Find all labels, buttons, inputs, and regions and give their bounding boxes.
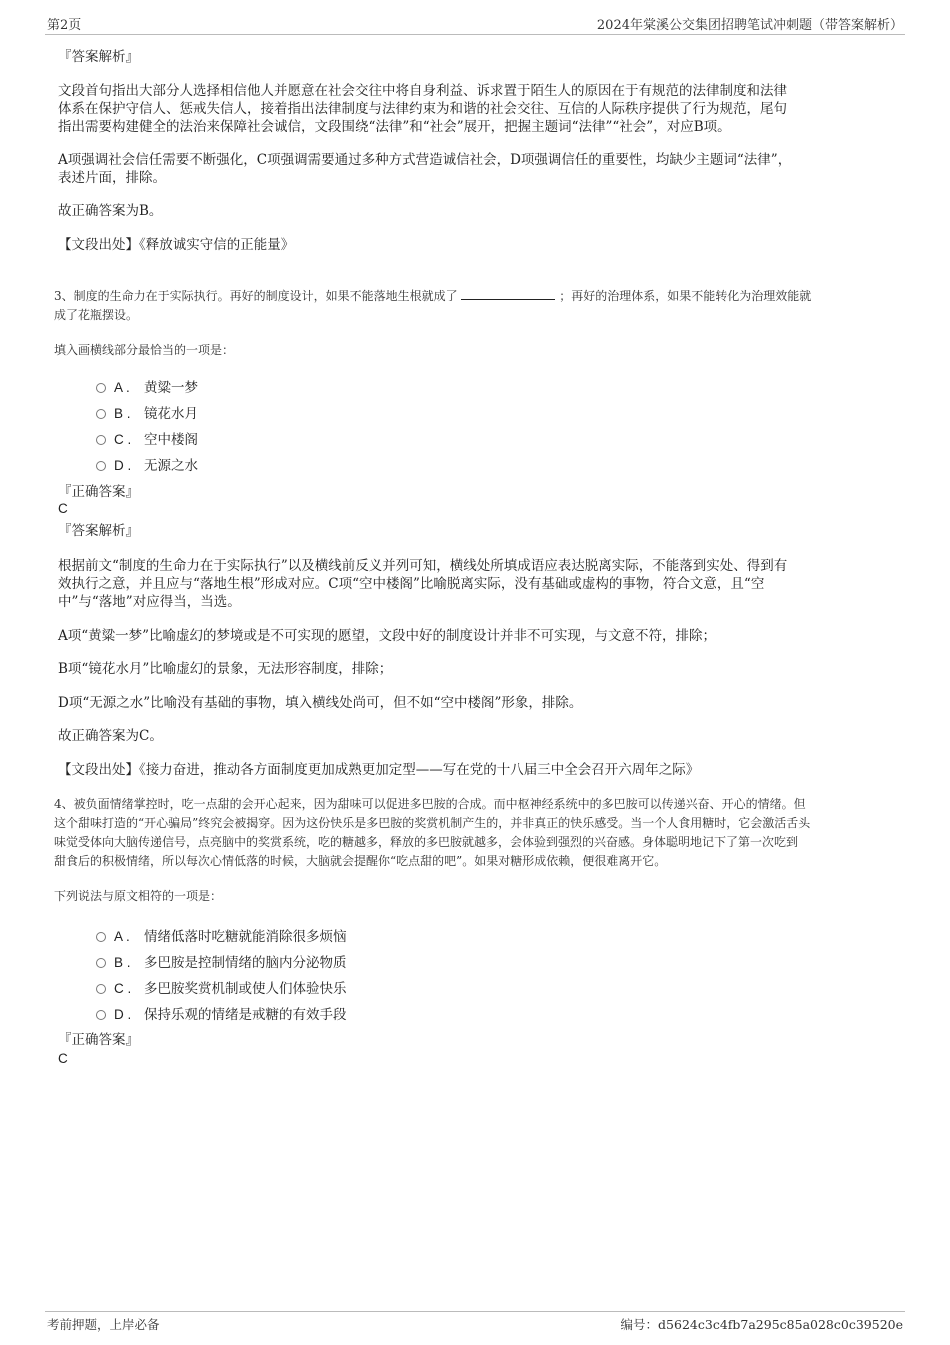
radio-icon[interactable] bbox=[96, 409, 106, 419]
radio-icon[interactable] bbox=[96, 1010, 106, 1020]
q3-option-b[interactable]: B . 镜花水月 bbox=[96, 402, 198, 422]
q3-option-a-analysis: A项“黄粱一梦”比喻虚幻的梦境或是不可实现的愿望，文段中好的制度设计并非不可实现，与文意不符，排除； bbox=[58, 628, 717, 644]
q4-option-d[interactable]: D . 保持乐观的情绪是戒糖的有效手段 bbox=[96, 1003, 347, 1023]
q2-exclusion-line-1: A项强调社会信任需要不断强化，C项强调需要通过多种方式营造诚信社会，D项强调信任的重要性，均缺少主题词“法律”， bbox=[58, 152, 792, 168]
q2-analysis-line-2: 体系在保护守信人、惩戒失信人，接着指出法律制度与法律约束为和谐的社会交往、互信的人际秩序提供了行为规范，尾句 bbox=[58, 101, 787, 117]
q4-stem-line-3: 味觉受体向大脑传递信号，点亮脑中的奖赏系统，吃的糖越多，释放的多巴胺就越多，会体验到强烈的兴奋感。身体聪明地记下了第一次吃到 bbox=[54, 835, 799, 849]
q4-option-c[interactable]: C . 多巴胺奖赏机制或使人们体验快乐 bbox=[96, 977, 347, 997]
q4-prompt: 下列说法与原文相符的一项是： bbox=[54, 889, 223, 903]
q4-answer-label: 『正确答案』 bbox=[58, 1032, 139, 1048]
q3-stem-part-1: 3、制度的生命力在于实际执行。再好的制度设计，如果不能落地生根就成了 bbox=[54, 289, 458, 303]
q3-conclusion: 故正确答案为C。 bbox=[58, 728, 163, 744]
radio-icon[interactable] bbox=[96, 958, 106, 968]
q3-option-d-analysis: D项“无源之水”比喻没有基础的事物，填入横线处尚可，但不如“空中楼阁”形象，排除。 bbox=[58, 695, 583, 711]
radio-icon[interactable] bbox=[96, 932, 106, 942]
q4-answer: C bbox=[58, 1051, 68, 1066]
q2-analysis-line-1: 文段首句指出大部分人选择相信他人并愿意在社会交往中将自身利益、诉求置于陌生人的原因在于有规范的法律制度和法律 bbox=[58, 83, 787, 99]
footer-slogan: 考前押题，上岸必备 bbox=[47, 1317, 160, 1332]
q3-answer-label: 『正确答案』 bbox=[58, 484, 139, 500]
q4-option-a[interactable]: A . 情绪低落时吃糖就能消除很多烦恼 bbox=[96, 925, 347, 945]
q3-analysis-label: 『答案解析』 bbox=[58, 523, 139, 539]
q2-analysis-label: 『答案解析』 bbox=[58, 49, 139, 65]
q3-option-d[interactable]: D . 无源之水 bbox=[96, 454, 198, 474]
radio-icon[interactable] bbox=[96, 461, 106, 471]
q3-analysis-line-1: 根据前文“制度的生命力在于实际执行”以及横线前反义并列可知，横线处所填成语应表达脱离实际，不能落到实处、得到有 bbox=[58, 558, 788, 574]
q3-analysis-line-2: 效执行之意，并且应与“落地生根”形成对应。C项“空中楼阁”比喻脱离实际，没有基础或虚构的事物，符合文意，且“空 bbox=[58, 576, 765, 592]
q2-conclusion: 故正确答案为B。 bbox=[58, 203, 163, 219]
q3-stem-line-2: 成了花瓶摆设。 bbox=[54, 308, 139, 322]
page-footer bbox=[45, 1311, 905, 1337]
q3-blank bbox=[461, 287, 555, 300]
q2-exclusion-line-2: 表述片面，排除。 bbox=[58, 170, 166, 186]
page-header bbox=[45, 14, 905, 35]
q3-option-c[interactable]: C . 空中楼阁 bbox=[96, 428, 198, 448]
q4-option-b[interactable]: B . 多巴胺是控制情绪的脑内分泌物质 bbox=[96, 951, 347, 971]
page-number: 第2页 bbox=[47, 18, 82, 33]
radio-icon[interactable] bbox=[96, 984, 106, 994]
q3-source: 【文段出处】《接力奋进，推动各方面制度更加成熟更加定型——写在党的十八届三中全会召开六周年之际》 bbox=[58, 762, 700, 778]
radio-icon[interactable] bbox=[96, 383, 106, 393]
q4-stem-line-2: 这个甜味打造的“开心骗局”终究会被揭穿。因为这份快乐是多巴胺的奖赏机制产生的，并非真正的快乐感受。当一个人食用糖时，它会激活舌头 bbox=[54, 816, 811, 830]
document-title: 2024年棠溪公交集团招聘笔试冲刺题（带答案解析） bbox=[596, 18, 903, 33]
q4-stem-line-4: 甜食后的积极情绪，所以每次心情低落的时候，大脑就会提醒你“吃点甜的吧”。如果对糖形成依赖，便很难离开它。 bbox=[54, 854, 667, 868]
q2-analysis-line-3: 指出需要构建健全的法治来保障社会诚信，文段围绕“法律”和“社会”展开，把握主题词“法律”“社会”，对应B项。 bbox=[58, 119, 731, 135]
q3-analysis-line-3: 中”与“落地”对应得当，当选。 bbox=[58, 594, 241, 610]
q3-option-a[interactable]: A . 黄粱一梦 bbox=[96, 376, 198, 396]
q4-stem-line-1: 4、被负面情绪掌控时，吃一点甜的会开心起来，因为甜味可以促进多巴胺的合成。而中枢神经系统中的多巴胺可以传递兴奋、开心的情绪。但 bbox=[54, 797, 806, 811]
q3-option-b-analysis: B项“镜花水月”比喻虚幻的景象，无法形容制度，排除； bbox=[58, 661, 393, 677]
q2-source: 【文段出处】《释放诚实守信的正能量》 bbox=[58, 237, 295, 253]
q3-stem-part-2: ；再好的治理体系，如果不能转化为治理效能就 bbox=[559, 289, 812, 303]
radio-icon[interactable] bbox=[96, 435, 106, 445]
q3-prompt: 填入画横线部分最恰当的一项是： bbox=[54, 343, 235, 357]
q3-stem bbox=[54, 287, 811, 306]
q3-answer: C bbox=[58, 501, 68, 516]
document-id: 编号：d5624c3c4fb7a295c85a028c0c39520e bbox=[620, 1317, 903, 1332]
